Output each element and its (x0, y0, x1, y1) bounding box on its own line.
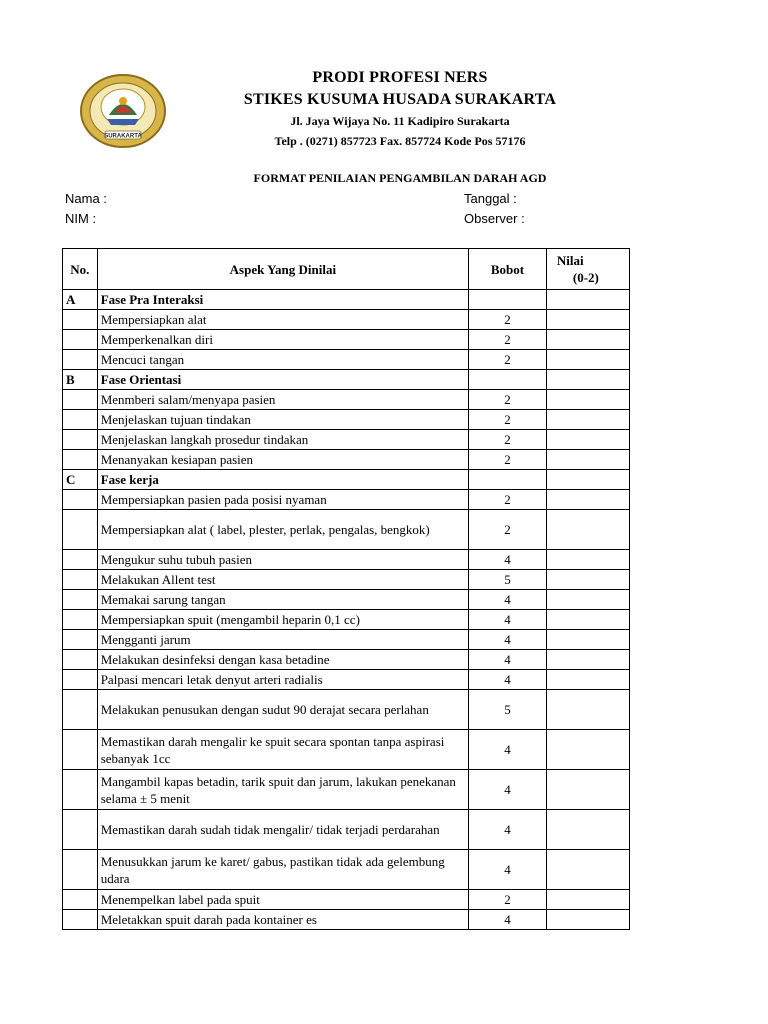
table-row (63, 650, 630, 670)
row-bobot: 4 (469, 610, 547, 630)
row-aspek: Melakukan desinfeksi dengan kasa betadine (97, 650, 468, 670)
row-no (63, 910, 98, 930)
row-nilai (546, 810, 629, 850)
table-row (63, 670, 630, 690)
table-row (63, 850, 630, 890)
assessment-table (62, 248, 630, 930)
table-row (63, 810, 630, 850)
field-observer: Observer : (464, 211, 525, 226)
table-row (63, 410, 630, 430)
row-nilai (546, 610, 629, 630)
table-row (63, 590, 630, 610)
row-nilai (546, 630, 629, 650)
row-nilai (546, 770, 629, 810)
row-nilai (546, 850, 629, 890)
institution-logo (79, 73, 167, 149)
row-aspek: Mempersiapkan pasien pada posisi nyaman (97, 490, 468, 510)
section-row (63, 290, 630, 310)
row-bobot: 4 (469, 770, 547, 810)
row-aspek: Palpasi mencari letak denyut arteri radialis (97, 670, 468, 690)
table-row (63, 510, 630, 550)
row-no (63, 890, 98, 910)
row-aspek: Mangambil kapas betadin, tarik spuit dan jarum, lakukan penekanan selama ± 5 menit (97, 770, 468, 810)
table-row (63, 350, 630, 370)
row-no (63, 310, 98, 330)
table-row (63, 430, 630, 450)
row-no (63, 350, 98, 370)
field-nama: Nama : (65, 191, 107, 206)
table-row (63, 630, 630, 650)
table-header-row (63, 249, 630, 290)
section-row (63, 470, 630, 490)
row-no (63, 690, 98, 730)
header-bobot: Bobot (469, 249, 547, 290)
table-row (63, 450, 630, 470)
institution-program: PRODI PROFESI NERS (312, 69, 488, 86)
row-no (63, 490, 98, 510)
row-nilai (546, 490, 629, 510)
table-row (63, 330, 630, 350)
row-aspek: Menanyakan kesiapan pasien (97, 450, 468, 470)
header-aspek: Aspek Yang Dinilai (97, 249, 468, 290)
row-bobot: 4 (469, 730, 547, 770)
row-no (63, 610, 98, 630)
row-no (63, 590, 98, 610)
row-bobot: 4 (469, 650, 547, 670)
row-bobot: 4 (469, 850, 547, 890)
row-aspek: Melakukan Allent test (97, 570, 468, 590)
row-aspek: Mempersiapkan alat ( label, plester, perlak, pengalas, bengkok) (97, 510, 468, 550)
row-no (63, 650, 98, 670)
row-no (63, 390, 98, 410)
row-aspek: Melakukan penusukan dengan sudut 90 derajat secara perlahan (97, 690, 468, 730)
row-bobot: 4 (469, 550, 547, 570)
row-no (63, 410, 98, 430)
row-no (63, 730, 98, 770)
row-nilai (546, 350, 629, 370)
row-bobot: 4 (469, 910, 547, 930)
row-nilai (546, 290, 629, 310)
row-no (63, 630, 98, 650)
row-aspek: Memakai sarung tangan (97, 590, 468, 610)
row-bobot: 2 (469, 410, 547, 430)
table-row (63, 910, 630, 930)
row-bobot: 2 (469, 390, 547, 410)
row-bobot: 2 (469, 510, 547, 550)
row-aspek: Memastikan darah sudah tidak mengalir/ tidak terjadi perdarahan (97, 810, 468, 850)
row-bobot: 2 (469, 350, 547, 370)
row-aspek: Mempersiapkan spuit (mengambil heparin 0,1 cc) (97, 610, 468, 630)
row-nilai (546, 910, 629, 930)
row-bobot: 4 (469, 590, 547, 610)
row-nilai (546, 430, 629, 450)
table-row (63, 570, 630, 590)
table-row (63, 610, 630, 630)
row-bobot: 2 (469, 450, 547, 470)
row-no (63, 450, 98, 470)
row-bobot (469, 370, 547, 390)
row-nilai (546, 650, 629, 670)
row-aspek: Meletakkan spuit darah pada kontainer es (97, 910, 468, 930)
header-nilai-range: (0-2) (572, 270, 599, 285)
row-nilai (546, 550, 629, 570)
table-row (63, 550, 630, 570)
row-bobot: 4 (469, 630, 547, 650)
row-no: C (63, 470, 98, 490)
row-aspek: Mempersiapkan alat (97, 310, 468, 330)
row-aspek: Menjelaskan langkah prosedur tindakan (97, 430, 468, 450)
row-nilai (546, 570, 629, 590)
table-row (63, 890, 630, 910)
row-nilai (546, 330, 629, 350)
row-no (63, 670, 98, 690)
row-bobot: 4 (469, 810, 547, 850)
row-bobot: 5 (469, 570, 547, 590)
field-nim: NIM : (65, 211, 97, 226)
row-nilai (546, 590, 629, 610)
row-no (63, 810, 98, 850)
row-nilai (546, 310, 629, 330)
row-nilai (546, 370, 629, 390)
header-no: No. (63, 249, 98, 290)
row-aspek: Menusukkan jarum ke karet/ gabus, pastikan tidak ada gelembung udara (97, 850, 468, 890)
row-no (63, 510, 98, 550)
row-aspek: Menempelkan label pada spuit (97, 890, 468, 910)
section-row (63, 370, 630, 390)
row-aspek: Mengganti jarum (97, 630, 468, 650)
row-no (63, 430, 98, 450)
field-tanggal: Tanggal : (464, 191, 517, 206)
row-bobot: 5 (469, 690, 547, 730)
row-no (63, 850, 98, 890)
row-no (63, 570, 98, 590)
row-nilai (546, 670, 629, 690)
row-bobot: 2 (469, 310, 547, 330)
table-row (63, 310, 630, 330)
row-bobot (469, 470, 547, 490)
row-bobot: 2 (469, 430, 547, 450)
row-no: A (63, 290, 98, 310)
institution-name: STIKES KUSUMA HUSADA SURAKARTA (243, 91, 557, 108)
table-row (63, 770, 630, 810)
institution-address: Jl. Jaya Wijaya No. 11 Kadipiro Surakarta (290, 114, 510, 128)
row-aspek: Menmberi salam/menyapa pasien (97, 390, 468, 410)
row-nilai (546, 450, 629, 470)
row-nilai (546, 390, 629, 410)
row-no: B (63, 370, 98, 390)
row-bobot: 2 (469, 330, 547, 350)
row-aspek: Fase kerja (97, 470, 468, 490)
row-nilai (546, 730, 629, 770)
header-nilai-label: Nilai (556, 253, 584, 268)
row-aspek: Mencuci tangan (97, 350, 468, 370)
row-bobot: 2 (469, 490, 547, 510)
table-row (63, 490, 630, 510)
row-no (63, 330, 98, 350)
row-aspek: Fase Orientasi (97, 370, 468, 390)
row-bobot: 2 (469, 890, 547, 910)
row-bobot (469, 290, 547, 310)
row-no (63, 550, 98, 570)
form-title: FORMAT PENILAIAN PENGAMBILAN DARAH AGD (253, 171, 547, 185)
institution-contact: Telp . (0271) 857723 Fax. 857724 Kode Pos 57176 (274, 134, 526, 148)
row-nilai (546, 510, 629, 550)
header-nilai (546, 249, 629, 290)
row-no (63, 770, 98, 810)
logo-text: SURAKARTA (104, 133, 142, 140)
row-aspek: Fase Pra Interaksi (97, 290, 468, 310)
table-row (63, 390, 630, 410)
row-nilai (546, 690, 629, 730)
row-aspek: Menjelaskan tujuan tindakan (97, 410, 468, 430)
row-nilai (546, 410, 629, 430)
table-row (63, 690, 630, 730)
row-bobot: 4 (469, 670, 547, 690)
row-aspek: Memperkenalkan diri (97, 330, 468, 350)
row-aspek: Mengukur suhu tubuh pasien (97, 550, 468, 570)
row-aspek: Memastikan darah mengalir ke spuit secara spontan tanpa aspirasi sebanyak 1cc (97, 730, 468, 770)
row-nilai (546, 890, 629, 910)
table-row (63, 730, 630, 770)
row-nilai (546, 470, 629, 490)
